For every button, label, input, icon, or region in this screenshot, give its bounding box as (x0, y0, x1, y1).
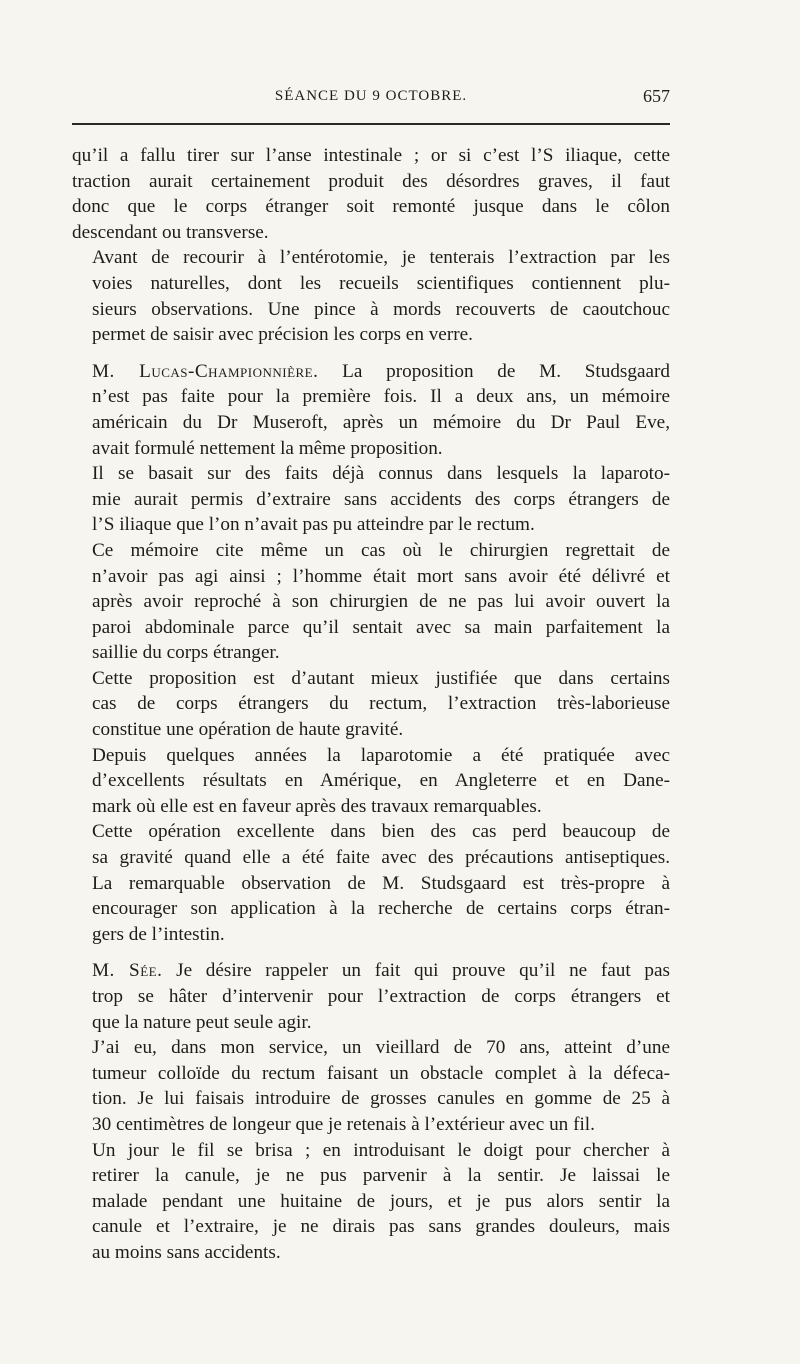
text-line: Cette proposition est d’autant mieux justifiée que dans certains (92, 667, 670, 689)
paragraph (72, 819, 670, 947)
page-number: 657 (643, 86, 670, 106)
text-line: n’avoir pas agi ainsi ; l’homme était mort sans avoir été délivré et (92, 565, 670, 587)
text-line: encourager son application à la recherche de certains corps étran- (92, 898, 670, 920)
text-line: que la nature peut seule agir. (92, 1011, 312, 1033)
text-line: retirer la canule, je ne pus parvenir à la sentir. Je laissai le (92, 1165, 670, 1187)
text-line: Depuis quelques années la laparotomie a été pratiquée avec (92, 744, 670, 766)
paragraph (72, 1035, 670, 1137)
running-title: SÉANCE DU 9 OCTOBRE. (274, 88, 468, 104)
text-line: américain du Dr Museroft, après un mémoire du Dr Paul Eve, (92, 411, 670, 433)
text-line: au moins sans accidents. (92, 1241, 281, 1263)
text-line: tumeur colloïde du rectum faisant un obstacle complet à la défeca- (92, 1062, 670, 1084)
running-head (72, 86, 670, 116)
text-line: M. Sée. Je désire rappeler un fait qui prouve qu’il ne faut pas (92, 960, 670, 982)
text-line: gers de l’intestin. (92, 923, 225, 945)
text-line: n’est pas faite pour la première fois. Il a deux ans, un mémoire (92, 386, 670, 408)
speaker-name: M. Sée. (92, 960, 163, 982)
text-line: paroi abdominale parce qu’il sentait avec sa main parfaitement la (92, 616, 670, 638)
text-line: canule et l’extraire, je ne dirais pas sans grandes douleurs, mais (92, 1216, 670, 1238)
text-line: sa gravité quand elle a été faite avec des précautions antiseptiques. (92, 847, 670, 869)
paragraph (72, 743, 670, 820)
text-line: donc que le corps étranger soit remonté jusque dans le côlon (72, 196, 670, 218)
paragraph-speaker-see (72, 958, 670, 1035)
paragraph (72, 245, 670, 347)
text-line: avait formulé nettement la même proposition. (92, 437, 443, 459)
text-line: 30 centimètres de longeur que je retenais à l’extérieur avec un fil. (92, 1113, 595, 1135)
text-line: J’ai eu, dans mon service, un vieillard de 70 ans, atteint d’une (92, 1037, 670, 1059)
paragraph (72, 538, 670, 666)
text-line: constitue une opération de haute gravité. (92, 719, 404, 741)
text-line: mie aurait permis d’extraire sans accidents des corps étrangers de (92, 488, 670, 510)
text-line: Avant de recourir à l’entérotomie, je tenterais l’extraction par les (92, 247, 670, 269)
text-line: après avoir reproché à son chirurgien de ne pas lui avoir ouvert la (92, 591, 670, 613)
paragraph (72, 1138, 670, 1266)
text-line: La remarquable observation de M. Studsgaard est très-propre à (92, 872, 670, 894)
text-line: d’excellents résultats en Amérique, en Angleterre et en Dane- (92, 770, 670, 792)
text-line: l’S iliaque que l’on n’avait pas pu atteindre par le rectum. (92, 514, 535, 536)
text-line: permet de saisir avec précision les corps en verre. (92, 324, 473, 346)
text-line: qu’il a fallu tirer sur l’anse intestinale ; or si c’est l’S iliaque, cette (72, 145, 670, 166)
text-line: Un jour le fil se brisa ; en introduisant le doigt pour chercher à (92, 1139, 670, 1161)
text-line: trop se hâter d’intervenir pour l’extraction de corps étrangers et (92, 986, 670, 1007)
text-line: malade pendant une huitaine de jours, et je pus alors sentir la (92, 1190, 670, 1212)
text-line: Cette opération excellente dans bien des cas perd beaucoup de (92, 821, 670, 843)
header-rule (72, 123, 670, 125)
text-line: mark où elle est en faveur après des travaux remarquables. (92, 795, 542, 817)
paragraph (72, 143, 670, 245)
text-line: Il se basait sur des faits déjà connus dans lesquels la laparoto- (92, 463, 670, 485)
paragraph-speaker-lucas (72, 359, 670, 461)
paragraph (72, 666, 670, 743)
text-line: saillie du corps étranger. (92, 642, 280, 664)
text-line: M. Lucas-Championnière. La proposition de M. Studsgaard (92, 360, 670, 382)
paragraph (72, 461, 670, 538)
text-line: sieurs observations. Une pince à mords recouverts de caoutchouc (92, 298, 670, 320)
text-line: tion. Je lui faisais introduire de grosses canules en gomme de 25 à (92, 1088, 670, 1110)
text-line: traction aurait certainement produit des désordres graves, il faut (72, 170, 670, 192)
text-line: cas de corps étrangers du rectum, l’extraction très-laborieuse (92, 693, 670, 715)
text-line: voies naturelles, dont les recueils scientifiques contiennent plu- (92, 272, 670, 294)
body-text (72, 143, 670, 1266)
speaker-name: M. Lucas-Championnière. (92, 360, 319, 382)
text-line: descendant ou transverse. (72, 221, 269, 243)
text-line: Ce mémoire cite même un cas où le chirurgien regrettait de (92, 539, 670, 561)
